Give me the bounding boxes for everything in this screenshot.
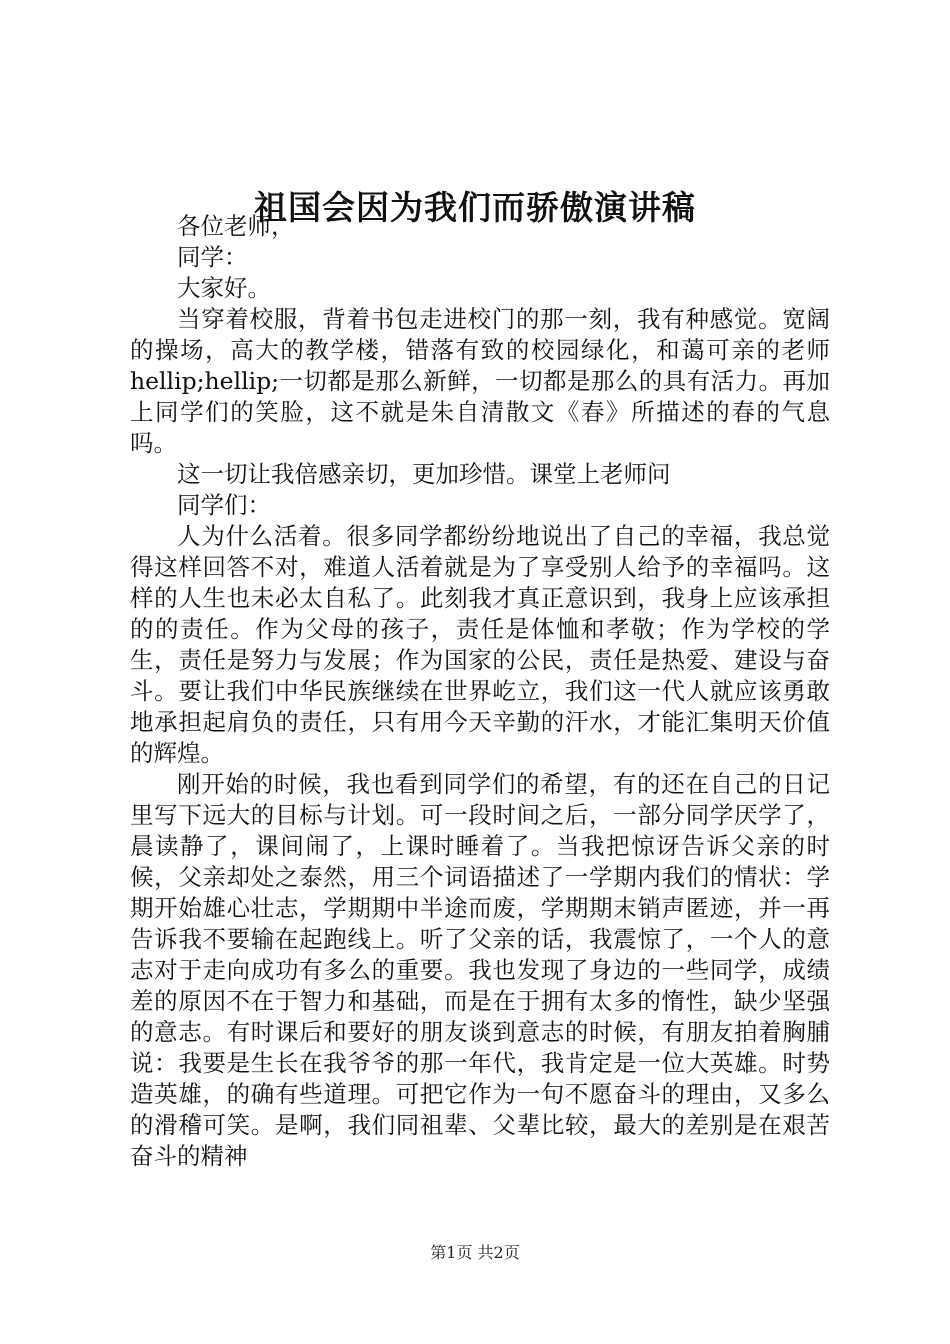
- paragraph-teacher-question: 这一切让我倍感亲切，更加珍惜。课堂上老师问: [177, 460, 671, 488]
- paragraph-address-students: 同学们：: [177, 491, 271, 519]
- document-title: 祖国会因为我们而骄傲演讲稿: [254, 188, 696, 227]
- paragraph-responsibility: 人为什么活着。很多同学都纷纷地说出了自己的幸福，我总觉得这样回答不对，难道人活着就是为了享受别人给予的幸福吗。这样的人生也未必太自私了。此刻我才真正意识到，我身上应该承担的的责任。作为父母的孩子，责任是体恤和孝敬；作为学校的学生，责任是努力与发展；作为国家的公民，责任是热爱、建设与奋斗。要让我们中华民族继续在世界屹立，我们这一代人就应该勇敢地承担起肩负的责任，只有用今天辛勤的汗水，才能汇集明天价值的辉煌。: [130, 522, 830, 767]
- page-number-footer: 第1页 共2页: [430, 1243, 520, 1262]
- greeting-all: 大家好。: [177, 274, 271, 302]
- paragraph-willpower: 刚开始的时候，我也看到同学们的希望，有的还在自己的日记里写下远大的目标与计划。可一段时间之后，一部分同学厌学了，晨读静了，课间闹了，上课时睡着了。当我把惊讶告诉父亲的时候，父亲却处之泰然，用三个词语描述了一学期内我们的情状：学期开始雄心壮志，学期期中半途而废，学期期末销声匿迹，并一再告诉我不要输在起跑线上。听了父亲的话，我震惊了，一个人的意志对于走向成功有多么的重要。我也发现了身边的一些同学，成绩差的原因不在于智力和基础，而是在于拥有太多的惰性，缺少坚强的意志。有时课后和要好的朋友谈到意志的时候，有朋友拍着胸脯说：我要是生长在我爷爷的那一年代，我肯定是一位大英雄。时势造英雄，的确有些道理。可把它作为一句不愿奋斗的理由，又多么的滑稽可笑。是啊，我们同祖辈、父辈比较，最大的差别是在艰苦奋斗的精神: [130, 770, 830, 1170]
- greeting-students: 同学：: [177, 243, 248, 271]
- greeting-teachers: 各位老师，: [177, 212, 295, 240]
- paragraph-school-entry: 当穿着校服，背着书包走进校门的那一刻，我有种感觉。宽阔的操场，高大的教学楼，错落有致的校园绿化，和蔼可亲的老师hellip;hellip;一切都是那么新鲜，一切都是那么的具有活力。再加上同学们的笑脸，这不就是朱自清散文《春》所描述的春的气息吗。: [130, 305, 830, 457]
- document-body: [130, 211, 830, 1172]
